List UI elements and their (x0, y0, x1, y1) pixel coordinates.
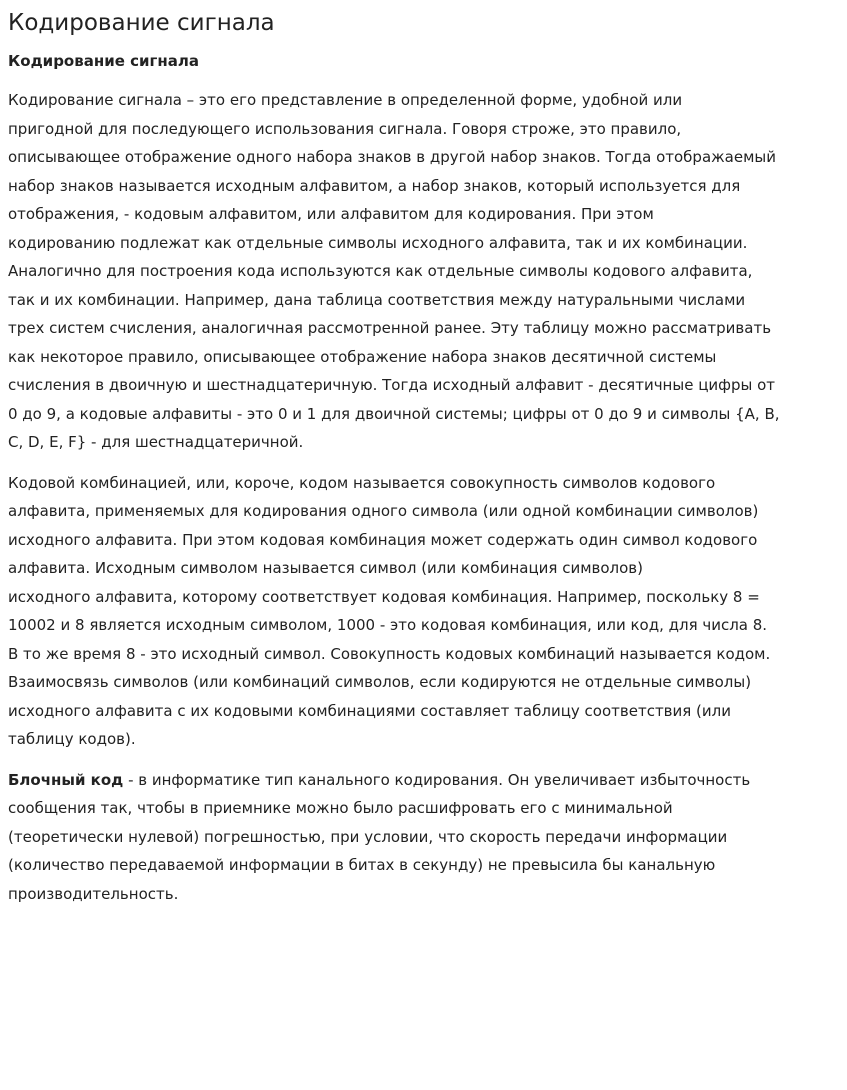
paragraph-block-code (8, 766, 839, 909)
section-heading: Кодирование сигнала (8, 52, 199, 70)
page-title: Кодирование сигнала (8, 10, 275, 36)
block-code-term: Блочный код (8, 770, 124, 789)
block-code-definition: - в информатике тип канального кодирования. Он увеличивает избыточность сообщения так, чтобы в приемнике можно было расшифровать его с минимальной (теоретически нулевой) погрешностью, при условии, что скорость передачи информации (количество передаваемой информации в битах в секунду) не превысила бы канальную производительность. (8, 770, 751, 903)
paragraph-signal-coding: Кодирование сигнала – это его представление в определенной форме, удобной или пригодной для последующего использования сигнала. Говоря строже, это правило, описывающее отображение одного набора знаков в другой набор знаков. Тогда отображаемый набор знаков называется исходным алфавитом, а набор знаков, который используется для отображения, - кодовым алфавитом, или алфавитом для кодирования. При этом кодированию подлежат как отдельные символы исходного алфавита, так и их комбинации. Аналогично для построения кода используются как отдельные символы кодового алфавита, так и их комбинации. Например, дана таблица соответствия между натуральными числами трех систем счисления, аналогичная рассмотренной ранее. Эту таблицу можно рассматривать как некоторое правило, описывающее отображение набора знаков десятичной системы счисления в двоичную и шестнадцатеричную. Тогда исходный алфавит - десятичные цифры от 0 до 9, а кодовые алфавиты - это 0 и 1 для двоичной системы; цифры от 0 до 9 и символы {A, B, C, D, E, F} - для шестнадцатеричной. (8, 91, 780, 451)
paragraph-code-combination: Кодовой комбинацией, или, короче, кодом называется совокупность символов кодового алфавита, применяемых для кодирования одного символа (или одной комбинации символов) исходного алфавита. При этом кодовая комбинация может содержать один символ кодового алфавита. Исходным символом называется символ (или комбинация символов) исходного алфавита, которому соответствует кодовая комбинация. Например, поскольку 8 = 10002 и 8 является исходным символом, 1000 - это кодовая комбинация, или код, для числа 8. В то же время 8 - это исходный символ. Совокупность кодовых комбинаций называется кодом. Взаимосвязь символов (или комбинаций символов, если кодируются не отдельные символы) исходного алфавита с их кодовыми комбинациями составляет таблицу соответствия (или таблицу кодов). (8, 473, 771, 748)
